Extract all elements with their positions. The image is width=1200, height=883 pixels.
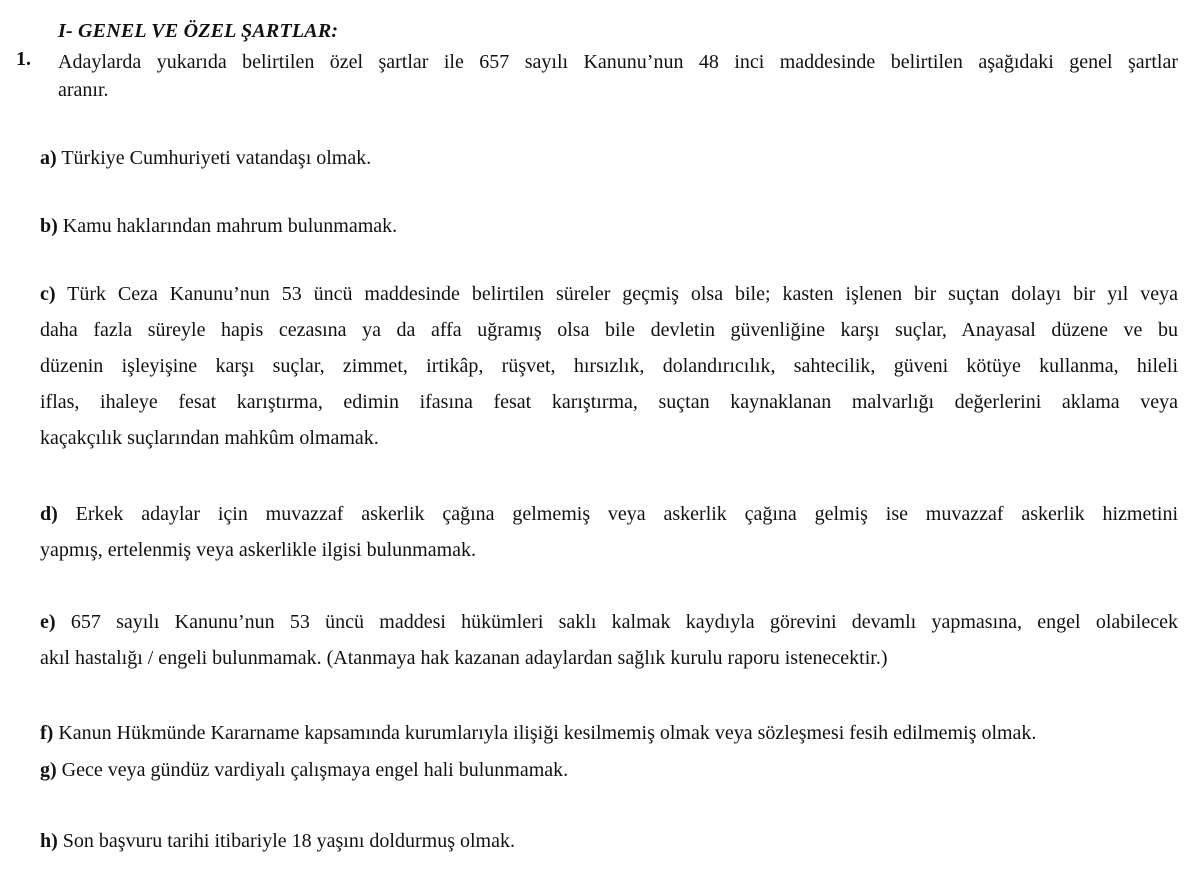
condition-text: Türkiye Cumhuriyeti vatandaşı olmak. — [61, 147, 372, 169]
condition-line — [40, 276, 1178, 312]
condition-line: kaçakçılık suçlarından mahkûm olmamak. — [40, 427, 379, 449]
condition-item-b — [40, 208, 1178, 244]
condition-text: Son başvuru tarihi itibariyle 18 yaşını doldurmuş olmak. — [62, 830, 515, 852]
condition-text: Gece veya gündüz vardiyalı çalışmaya engel hali bulunmamak. — [61, 759, 569, 781]
condition-line: düzenin işleyişine karşı suçlar, zimmet, irtikâp, rüşvet, hırsızlık, dolandırıcılık, sahtecilik, güveni kötüye kullanma, hileli — [40, 355, 1178, 377]
condition-label: d) — [40, 503, 58, 525]
condition-label: b) — [40, 215, 58, 237]
condition-item-c — [40, 276, 1178, 456]
paragraph-text — [58, 48, 1178, 104]
section-title: I- GENEL VE ÖZEL ŞARTLAR: — [58, 20, 339, 42]
condition-text: Türk Ceza Kanunu’nun 53 üncü maddesinde belirtilen süreler geçmiş olsa bile; kasten işlenen bir suçtan dolayı bir yıl veya — [67, 283, 1179, 305]
condition-label: g) — [40, 759, 57, 781]
paragraph-line: aranır. — [58, 79, 109, 101]
condition-text: Kamu haklarından mahrum bulunmamak. — [62, 215, 398, 237]
paragraph-number: 1. — [16, 48, 31, 70]
condition-item-h — [40, 823, 1178, 859]
condition-item-a — [40, 140, 1178, 176]
condition-line: akıl hastalığı / engeli bulunmamak. (Atanmaya hak kazanan adaylardan sağlık kurulu raporu istenecektir.) — [40, 647, 888, 669]
condition-label: a) — [40, 147, 57, 169]
condition-line — [40, 496, 1178, 532]
condition-label: c) — [40, 283, 56, 305]
condition-label: f) — [40, 722, 54, 744]
condition-line — [40, 752, 1178, 788]
condition-text: Erkek adaylar için muvazzaf askerlik çağına gelmemiş veya askerlik çağına gelmiş ise muvazzaf askerlik hizmetini — [75, 503, 1179, 525]
condition-line — [40, 604, 1178, 640]
condition-line — [40, 823, 1178, 859]
condition-text: 657 sayılı Kanunu’nun 53 üncü maddesi hükümleri saklı kalmak kaydıyla görevini devamlı yapmasına, engel olabilecek — [70, 611, 1178, 633]
condition-label: h) — [40, 830, 58, 852]
condition-item-f — [40, 715, 1178, 751]
condition-line — [40, 208, 1178, 244]
paragraph-line: Adaylarda yukarıda belirtilen özel şartlar ile 657 sayılı Kanunu’nun 48 inci maddesinde belirtilen aşağıdaki genel şartlar — [58, 51, 1178, 73]
condition-line — [40, 715, 1178, 751]
condition-line: yapmış, ertelenmiş veya askerlikle ilgisi bulunmamak. — [40, 539, 477, 561]
condition-item-e — [40, 604, 1178, 676]
condition-line — [40, 140, 1178, 176]
condition-line: daha fazla süreyle hapis cezasına ya da affa uğramış olsa bile devletin güvenliğine karşı suçlar, Anayasal düzene ve bu — [40, 319, 1178, 341]
condition-text: Kanun Hükmünde Kararname kapsamında kurumlarıyla ilişiği kesilmemiş olmak veya sözleşmesi fesih edilmemiş olmak. — [58, 722, 1037, 744]
condition-item-d — [40, 496, 1178, 568]
condition-item-g — [40, 752, 1178, 788]
condition-line: iflas, ihaleye fesat karıştırma, edimin ifasına fesat karıştırma, suçtan kaynaklanan malvarlığı değerlerini aklama veya — [40, 391, 1178, 413]
condition-label: e) — [40, 611, 56, 633]
